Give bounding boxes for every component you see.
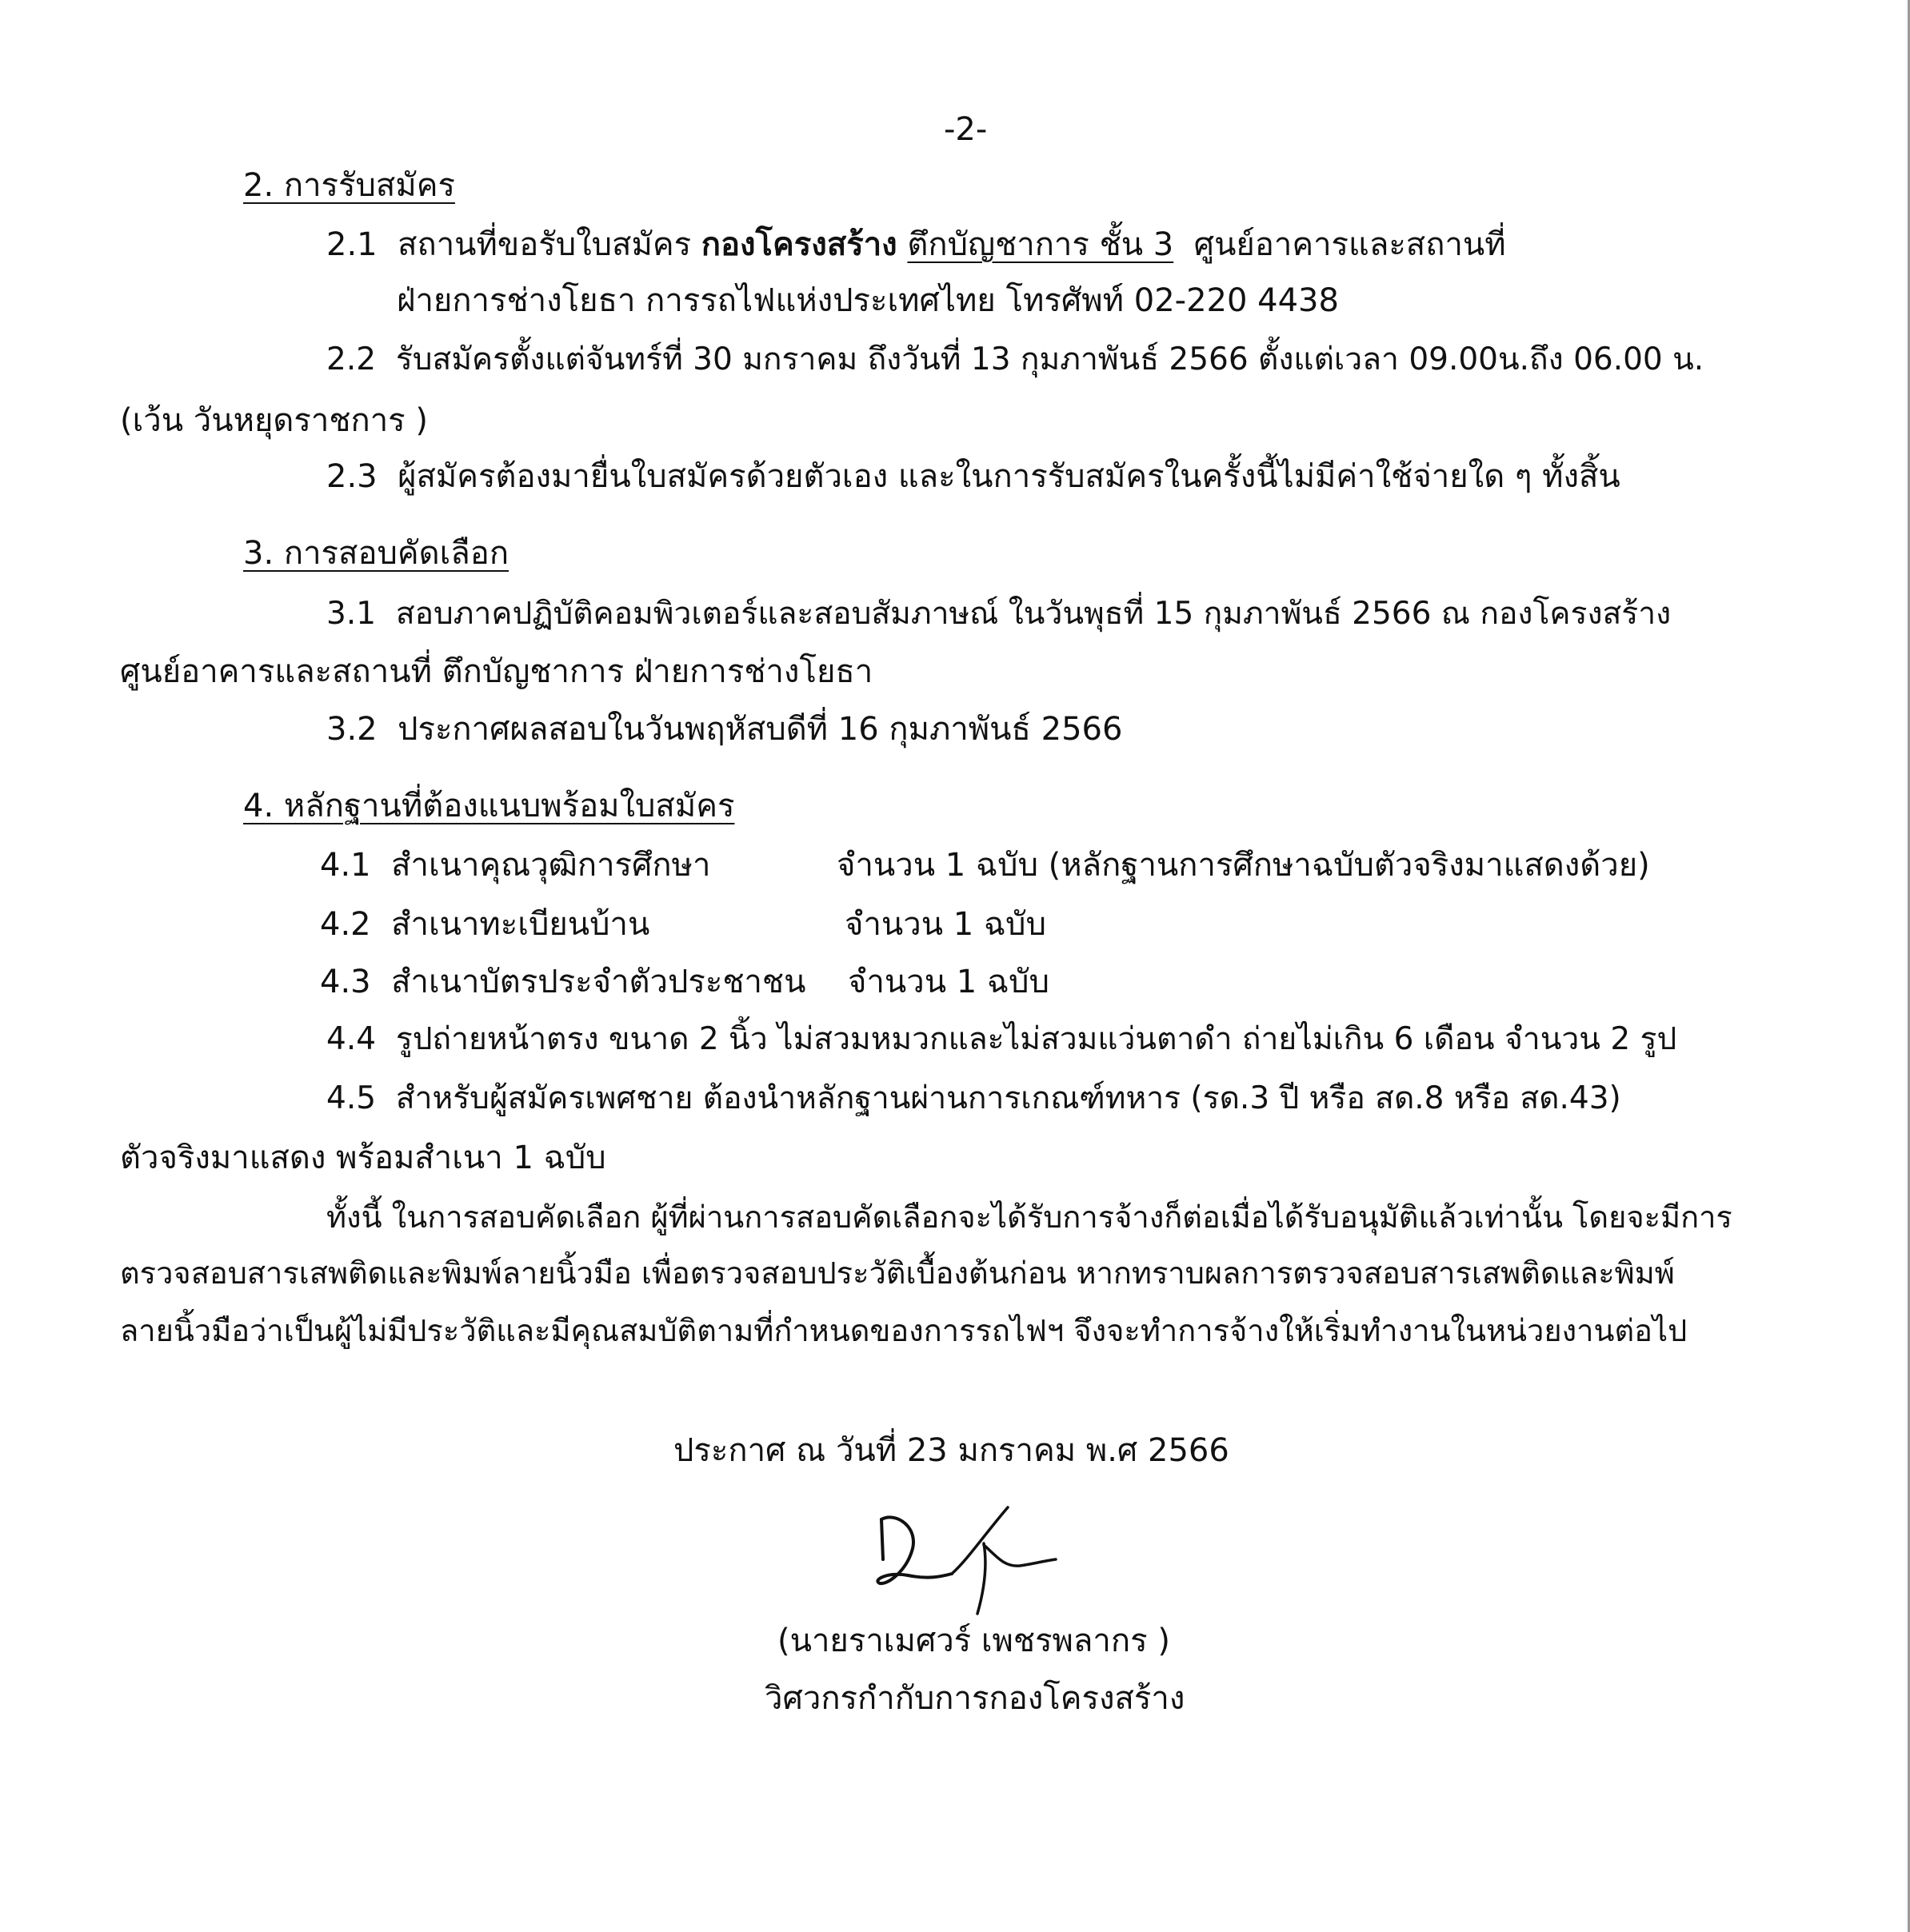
item-3-2-number: 3.2 (326, 711, 378, 748)
item-4-3-amount: จำนวน 1 ฉบับ (848, 964, 1049, 1000)
item-3-1-text: สอบภาคปฏิบัติคอมพิวเตอร์และสอบสัมภาษณ์ ในวันพุธที่ 15 กุมภาพันธ์ 2566 ณ กองโครงสร้าง (395, 596, 1672, 632)
item-3-1-number: 3.1 (326, 596, 377, 632)
item-4-1-amount: จำนวน 1 ฉบับ (หลักฐานการศึกษาฉบับตัวจริงมาแสดงด้วย) (837, 847, 1650, 884)
item-4-2-label: สำเนาทะเบียนบ้าน (391, 906, 650, 943)
item-2-3 (326, 454, 1620, 499)
item-3-2 (326, 707, 1122, 752)
item-4-2 (320, 902, 649, 947)
signer-title: วิศวกรกำกับการกองโครงสร้าง (765, 1680, 1185, 1717)
closing-line-3: ลายนิ้วมือว่าเป็นผู้ไม่มีประวัติและมีคุณสมบัติตามที่กำหนดของการรถไฟฯ จึงจะทำการจ้างให้เริ่มทำงานในหน่วยงานต่อไป (120, 1313, 1688, 1348)
item-2-1 (326, 222, 1506, 267)
item-4-1-number: 4.1 (320, 847, 371, 884)
item-4-5-text: สำหรับผู้สมัครเพศชาย ต้องนำหลักฐานผ่านการเกณฑ์ทหาร (รด.3 ปี หรือ สด.8 หรือ สด.43) (395, 1080, 1621, 1116)
item-4-4-number: 4.4 (326, 1021, 377, 1057)
item-2-2-line2: (เว้น วันหยุดราชการ ) (120, 402, 428, 439)
item-2-2-number: 2.2 (326, 341, 377, 377)
item-2-1-building: ตึกบัญชาการ ชั้น 3 (907, 226, 1174, 263)
item-4-4-text: รูปถ่ายหน้าตรง ขนาด 2 นิ้ว ไม่สวมหมวกและไม่สวมแว่นตาดำ ถ่ายไม่เกิน 6 เดือน จำนวน 2 รูป (395, 1021, 1677, 1057)
section-2-heading: 2. การรับสมัคร (243, 167, 455, 204)
item-2-1-division: กองโครงสร้าง (701, 226, 897, 263)
item-4-2-amount: จำนวน 1 ฉบับ (845, 906, 1046, 943)
item-4-1 (320, 843, 710, 888)
item-2-1-text: สถานที่ขอรับใบสมัคร (398, 226, 692, 263)
section-3-heading: 3. การสอบคัดเลือก (243, 535, 509, 572)
item-3-1-line2: ศูนย์อาคารและสถานที่ ตึกบัญชาการ ฝ่ายการช่างโยธา (120, 653, 873, 690)
item-4-2-number: 4.2 (320, 906, 371, 943)
item-3-2-text: ประกาศผลสอบในวันพฤหัสบดีที่ 16 กุมภาพันธ์ 2566 (398, 711, 1123, 748)
item-4-4 (326, 1017, 1676, 1062)
item-4-3-number: 4.3 (320, 964, 371, 1000)
item-4-1-label: สำเนาคุณวุฒิการศึกษา (391, 847, 711, 884)
announcement-date: ประกาศ ณ วันที่ 23 มกราคม พ.ศ 2566 (673, 1432, 1229, 1469)
item-4-3-label: สำเนาบัตรประจำตัวประชาชน (391, 964, 806, 1000)
signer-name: (นายราเมศวร์ เพชรพลากร ) (777, 1623, 1170, 1659)
item-2-1-line2: ฝ่ายการช่างโยธา การรถไฟแห่งประเทศไทย โทรศัพท์ 02-220 4438 (397, 282, 1339, 319)
item-2-3-number: 2.3 (326, 458, 378, 495)
item-2-1-number: 2.1 (326, 226, 378, 263)
item-2-2-text: รับสมัครตั้งแต่จันทร์ที่ 30 มกราคม ถึงวันที่ 13 กุมภาพันธ์ 2566 ตั้งแต่เวลา 09.00น.ถึง 06.00 น. (395, 341, 1704, 377)
item-4-3 (320, 960, 805, 1004)
item-2-3-text: ผู้สมัครต้องมายื่นใบสมัครด้วยตัวเอง และในการรับสมัครในครั้งนี้ไม่มีค่าใช้จ่ายใด ๆ ทั้งสิ้น (398, 458, 1620, 495)
closing-line-2: ตรวจสอบสารเสพติดและพิมพ์ลายนิ้วมือ เพื่อตรวจสอบประวัติเบื้องต้นก่อน หากทราบผลการตรวจสอบสารเสพติดและพิมพ์ (120, 1255, 1675, 1291)
page-number: -2- (944, 111, 988, 148)
item-4-5 (326, 1076, 1621, 1121)
item-3-1 (326, 592, 1671, 637)
section-4-heading: 4. หลักฐานที่ต้องแนบพร้อมใบสมัคร (243, 788, 735, 824)
item-2-2 (326, 337, 1704, 382)
closing-line-1: ทั้งนี้ ในการสอบคัดเลือก ผู้ที่ผ่านการสอบคัดเลือกจะได้รับการจ้างก็ต่อเมื่อได้รับอนุมัติแล้วเท่านั้น โดยจะมีการ (326, 1200, 1732, 1235)
item-2-1-center: ศูนย์อาคารและสถานที่ (1193, 226, 1506, 263)
item-4-5-number: 4.5 (326, 1080, 377, 1116)
signature-image (864, 1495, 1072, 1615)
item-4-5-line2: ตัวจริงมาแสดง พร้อมสำเนา 1 ฉบับ (120, 1140, 606, 1176)
